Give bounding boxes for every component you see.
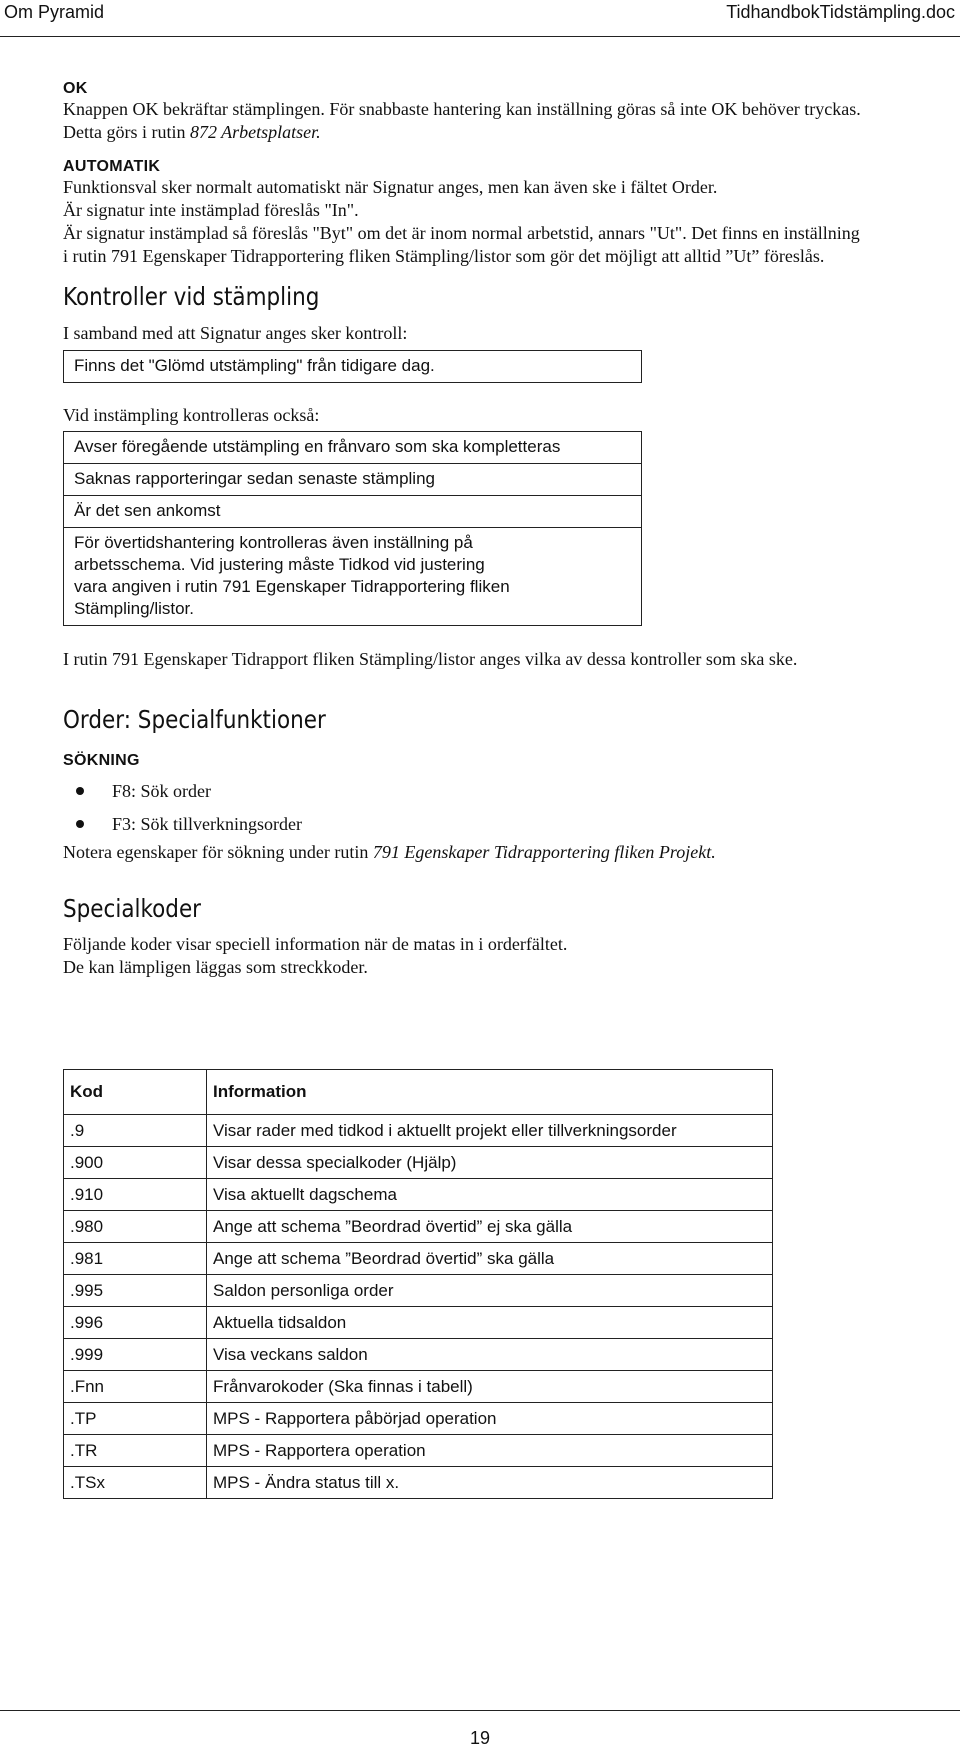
- code-cell: .995: [64, 1275, 207, 1307]
- automatik-line2: Är signatur inte instämplad föreslås "In".: [63, 200, 359, 220]
- kontroller-title: Kontroller vid stämpling: [63, 282, 320, 311]
- check-item: Saknas rapporteringar sedan senaste stämpling: [64, 464, 641, 496]
- header-rule: [0, 36, 960, 37]
- order-note: Notera egenskaper för sökning under rutin 791 Egenskaper Tidrapportering fliken Projekt.: [63, 842, 716, 862]
- code-cell: .TR: [64, 1435, 207, 1467]
- special-codes-table: [63, 1069, 773, 1499]
- code-cell: .Fnn: [64, 1371, 207, 1403]
- info-cell: Visar dessa specialkoder (Hjälp): [207, 1147, 773, 1179]
- code-cell: .910: [64, 1179, 207, 1211]
- table-row: [64, 1467, 773, 1499]
- code-cell: .TSx: [64, 1467, 207, 1499]
- info-cell: Frånvarokoder (Ska finnas i tabell): [207, 1371, 773, 1403]
- checks-box: [63, 431, 642, 626]
- table-row: [64, 1211, 773, 1243]
- kontroller-note: I rutin 791 Egenskaper Tidrapport fliken Stämpling/listor anges vilka av dessa kontroller som ska ske.: [63, 649, 798, 669]
- footer-rule: [0, 1710, 960, 1711]
- column-header-code: Kod: [64, 1070, 207, 1115]
- code-cell: .900: [64, 1147, 207, 1179]
- info-cell: Visa aktuellt dagschema: [207, 1179, 773, 1211]
- table-row: [64, 1179, 773, 1211]
- list-item: F3: Sök tillverkningsorder: [63, 813, 933, 846]
- code-cell: .999: [64, 1339, 207, 1371]
- ok-heading: OK: [63, 80, 88, 97]
- automatik-line3: Är signatur instämplad så föreslås "Byt" om det är inom normal arbetstid, annars "Ut". Det finns en inställning i rutin 791 Egenskaper Tidrapportering fliken Stämpling/listor som gör det möjligt att alltid ”Ut” föreslås.: [63, 223, 860, 266]
- code-cell: .TP: [64, 1403, 207, 1435]
- check-item: Är det sen ankomst: [64, 496, 641, 528]
- table-row: [64, 1147, 773, 1179]
- search-list: [63, 780, 933, 846]
- order-title: Order: Specialfunktioner: [63, 705, 326, 734]
- automatik-line1: Funktionsval sker normalt automatiskt när Signatur anges, men kan även ske i fältet Order.: [63, 177, 718, 197]
- table-row: [64, 1339, 773, 1371]
- code-cell: .996: [64, 1307, 207, 1339]
- info-cell: MPS - Rapportera påbörjad operation: [207, 1403, 773, 1435]
- table-row: [64, 1403, 773, 1435]
- info-cell: Aktuella tidsaldon: [207, 1307, 773, 1339]
- forgotten-stamp-box: [63, 350, 642, 383]
- header-filename: TidhandbokTidstämpling.doc: [726, 2, 955, 22]
- check-item: Avser föregående utstämpling en frånvaro som ska kompletteras: [64, 432, 641, 464]
- bullet-icon: [76, 820, 84, 828]
- table-row: [64, 1115, 773, 1147]
- table-row: [64, 1371, 773, 1403]
- table-row: [64, 1243, 773, 1275]
- info-cell: MPS - Ändra status till x.: [207, 1467, 773, 1499]
- bullet-icon: [76, 787, 84, 795]
- specialkoder-line1: Följande koder visar speciell information när de matas in i orderfältet.: [63, 934, 568, 954]
- page-header: [0, 0, 960, 38]
- automatik-heading: AUTOMATIK: [63, 158, 161, 175]
- table-header-row: [64, 1070, 773, 1115]
- kontroller-intro2: Vid instämpling kontrolleras också:: [63, 405, 320, 425]
- info-cell: Saldon personliga order: [207, 1275, 773, 1307]
- column-header-information: Information: [207, 1070, 773, 1115]
- table-row: [64, 1307, 773, 1339]
- info-cell: MPS - Rapportera operation: [207, 1435, 773, 1467]
- info-cell: Visa veckans saldon: [207, 1339, 773, 1371]
- info-cell: Visar rader med tidkod i aktuellt projekt eller tillverkningsorder: [207, 1115, 773, 1147]
- code-cell: .9: [64, 1115, 207, 1147]
- table-row: [64, 1275, 773, 1307]
- ok-paragraph: Knappen OK bekräftar stämplingen. För snabbaste hantering kan inställning göras så inte OK behöver tryckas. Detta görs i rutin 872 Arbetsplatser.: [63, 99, 861, 142]
- check-item: För övertidshantering kontrolleras även inställning på arbetsschema. Vid justering måste Tidkod vid justering vara angiven i rutin 791 Egenskaper Tidrapportering fliken Stämpling/listor.: [74, 533, 510, 618]
- code-cell: .981: [64, 1243, 207, 1275]
- document-body: [63, 80, 933, 979]
- code-cell: .980: [64, 1211, 207, 1243]
- search-heading: SÖKNING: [63, 752, 140, 769]
- forgotten-stamp-text: Finns det "Glömd utstämpling" från tidigare dag.: [74, 356, 435, 375]
- list-item: F8: Sök order: [63, 780, 933, 813]
- info-cell: Ange att schema ”Beordrad övertid” ej ska gälla: [207, 1211, 773, 1243]
- specialkoder-title: Specialkoder: [63, 894, 202, 923]
- page-number: 19: [469, 1728, 491, 1748]
- kontroller-intro: I samband med att Signatur anges sker kontroll:: [63, 323, 408, 343]
- specialkoder-line2: De kan lämpligen läggas som streckkoder.: [63, 957, 368, 977]
- table-row: [64, 1435, 773, 1467]
- info-cell: Ange att schema ”Beordrad övertid” ska gälla: [207, 1243, 773, 1275]
- header-title: Om Pyramid: [4, 2, 105, 22]
